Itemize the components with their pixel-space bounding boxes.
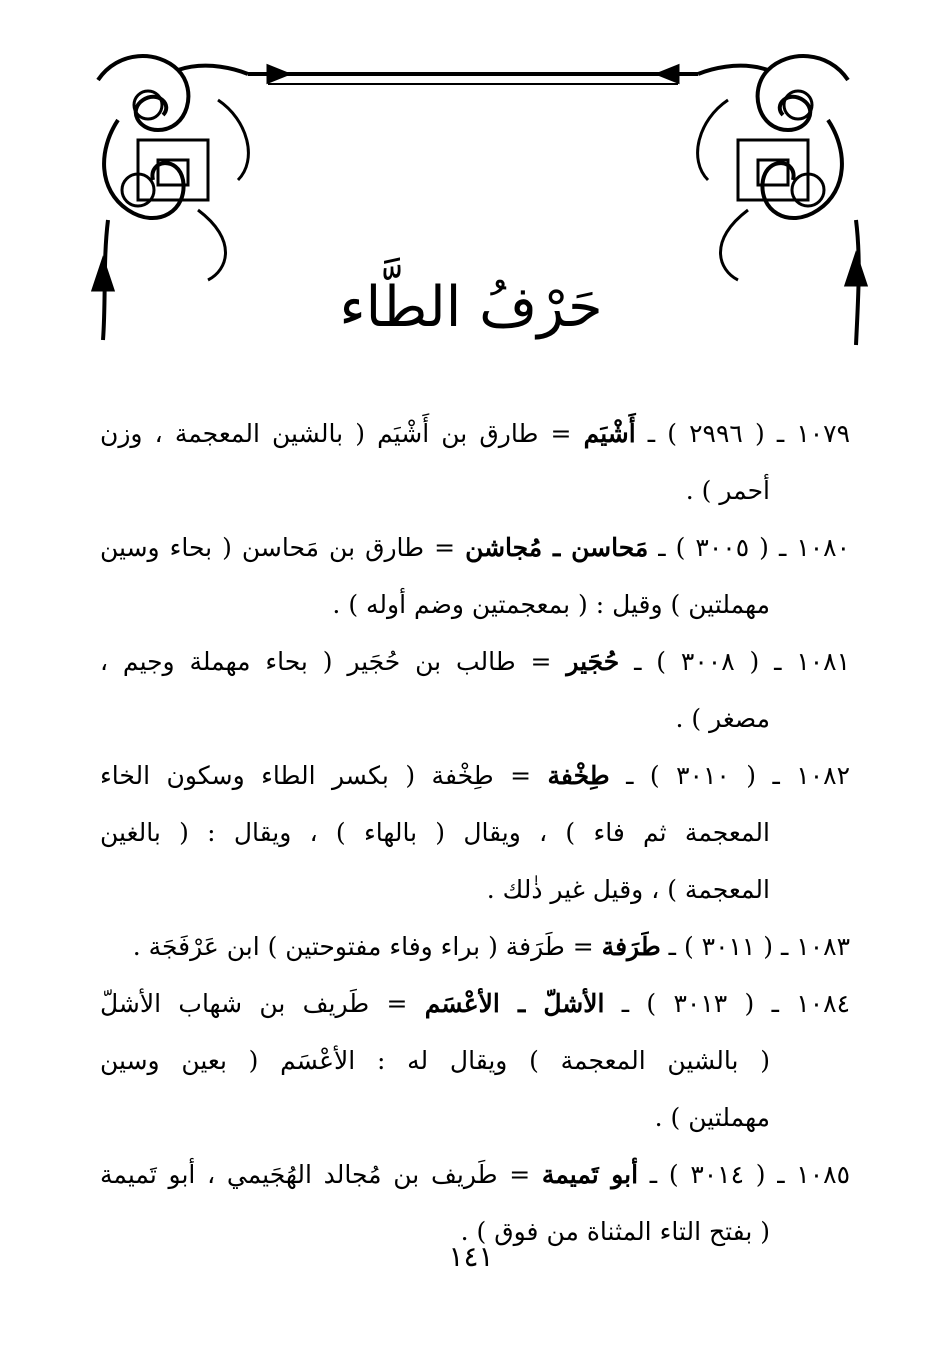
entry-ref: ( ٢٩٩٦ ) (667, 419, 765, 448)
entry-text: = طارق بن أَشْيَم ( بالشين المعجمة ، وزن (100, 419, 572, 448)
entry-keyword: أبو تَميمة (541, 1160, 639, 1189)
entry-line: ( بفتح التاء المثناة من فوق ) . (460, 1217, 770, 1246)
entry-line: ( بالشين المعجمة ) ويقال له : الأعْسَم ( بعين وسين (100, 1046, 770, 1075)
entry-1079: ١٠٧٩ ـ ( ٢٩٩٦ ) ـ أَشْيَم = طارق بن أَشْيَم ( بالشين المعجمة ، وزن أحمر ) . (100, 405, 850, 519)
entry-ref: ( ٣٠١٣ ) (646, 989, 755, 1018)
entry-text: = طارق بن مَحاسن ( بحاء وسين (100, 533, 456, 562)
entries-list (100, 405, 850, 1260)
entry-number: ١٠٧٩ (796, 419, 851, 448)
entry-text: = طَريف بن مُجالد الهُجَيمي ، أبو تَميمة (100, 1160, 531, 1189)
entry-ref: ( ٣٠٠٨ ) (656, 647, 760, 676)
entry-keyword: مَحاسن ـ مُجاشن (465, 533, 649, 562)
entry-ref: ( ٣٠٠٥ ) (675, 533, 769, 562)
entry-ref: ( ٣٠١٤ ) (668, 1160, 766, 1189)
entry-number: ١٠٨٣ (796, 932, 850, 961)
entry-line: مهملتين ) . (654, 1103, 770, 1132)
page-number: ١٤١ (448, 1240, 494, 1273)
entry-number: ١٠٨٠ (796, 533, 851, 562)
entry-line: أحمر ) . (685, 476, 770, 505)
entry-1085: ١٠٨٥ ـ ( ٣٠١٤ ) ـ أبو تَميمة = طَريف بن مُجالد الهُجَيمي ، أبو تَميمة ( بفتح التاء المثناة من فوق ) . (100, 1146, 850, 1260)
entry-line: المعجمة ثم فاء ) ، ويقال ( بالهاء ) ، ويقال : ( بالغين (100, 818, 770, 847)
entry-keyword: طِخْفة (547, 761, 610, 790)
entry-1083: ١٠٨٣ ـ ( ٣٠١١ ) ـ طَرَفة = طَرَفة ( براء وفاء مفتوحتين ) ابن عَرْفَجَة . (132, 932, 850, 961)
entry-ref: ( ٣٠١١ ) (683, 932, 774, 961)
entry-number: ١٠٨٢ (796, 761, 851, 790)
entry-text: = طالب بن حُجَير ( بحاء مهملة وجيم ، (100, 647, 552, 676)
entry-line: مصغر ) . (675, 704, 770, 733)
entry-number: ١٠٨٤ (796, 989, 850, 1018)
entry-1081: ١٠٨١ ـ ( ٣٠٠٨ ) ـ حُجَير = طالب بن حُجَير ( بحاء مهملة وجيم ، مصغر ) . (100, 633, 850, 747)
entry-text: = طَرَفة ( براء وفاء مفتوحتين ) ابن عَرْفَجَة . (132, 932, 594, 961)
entry-text: = طَريف بن شهاب الأشلّ (100, 989, 408, 1018)
entry-number: ١٠٨٥ (796, 1160, 851, 1189)
entry-ref: ( ٣٠١٠ ) (649, 761, 757, 790)
entry-1084: ١٠٨٤ ـ ( ٣٠١٣ ) ـ الأشلّ ـ الأعْسَم = طَريف بن شهاب الأشلّ ( بالشين المعجمة ) ويقال له : الأعْسَم ( بعين وسين مهملتين ) . (100, 975, 850, 1146)
entry-line: مهملتين ) وقيل : ( بمعجمتين وضم أوله ) . (332, 590, 770, 619)
entry-keyword: طَرَفة (601, 932, 661, 961)
entry-keyword: أَشْيَم (583, 419, 636, 448)
entry-1080: ١٠٨٠ ـ ( ٣٠٠٥ ) ـ مَحاسن ـ مُجاشن = طارق بن مَحاسن ( بحاء وسين مهملتين ) وقيل : ( بمعجمتين وضم أوله ) . (100, 519, 850, 633)
entry-1082: ١٠٨٢ ـ ( ٣٠١٠ ) ـ طِخْفة = طِخْفة ( بكسر الطاء وسكون الخاء المعجمة ثم فاء ) ، ويقال ( بالهاء ) ، ويقال : ( بالغين المعجمة ) ، وقيل غير ذٰلك . (100, 747, 850, 918)
entry-line: المعجمة ) ، وقيل غير ذٰلك . (486, 875, 770, 904)
entry-text: = طِخْفة ( بكسر الطاء وسكون الخاء (100, 761, 532, 790)
entry-keyword: الأشلّ ـ الأعْسَم (424, 989, 605, 1018)
entry-keyword: حُجَير (566, 647, 620, 676)
chapter-title: حَرْفُ الطَّاء (339, 275, 603, 340)
entry-number: ١٠٨١ (796, 647, 851, 676)
